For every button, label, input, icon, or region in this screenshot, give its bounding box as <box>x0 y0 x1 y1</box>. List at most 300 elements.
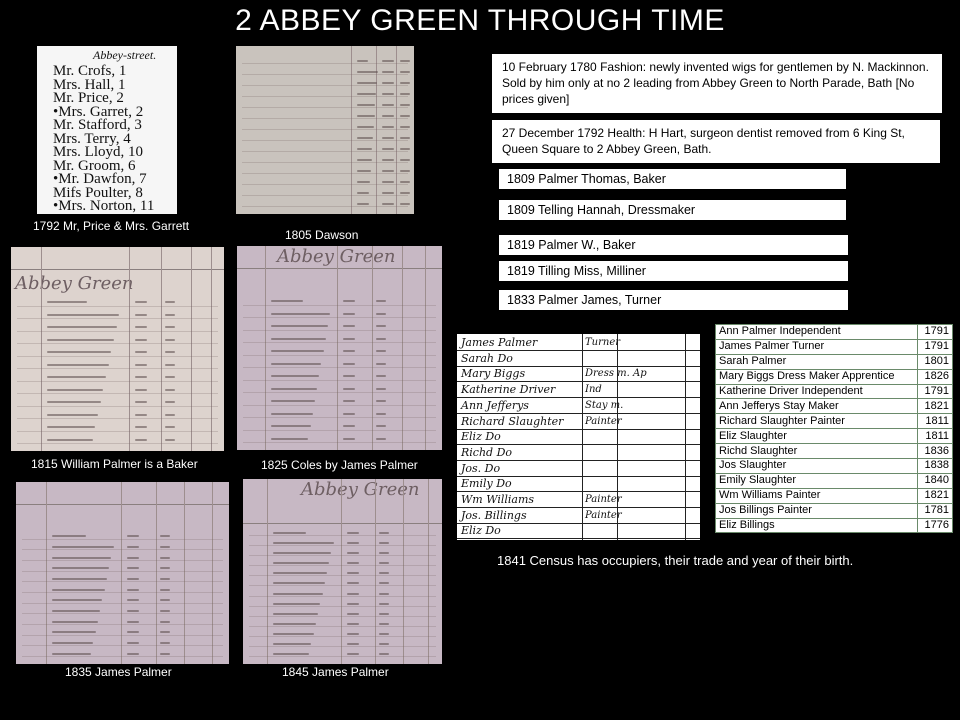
census-person: Katherine Driver Independent <box>716 384 918 399</box>
ledger-handwriting <box>382 203 394 205</box>
entry-1809-palmer: 1809 Palmer Thomas, Baker <box>499 169 846 189</box>
census-handwritten-trade: Dress m. Ap <box>585 368 647 380</box>
ledger-handwriting <box>376 400 386 402</box>
note-1792: 27 December 1792 Health: H Hart, surgeon dentist removed from 6 King St, Queen Square to 2 Abbey Green, Bath. <box>492 120 940 163</box>
entry-1809-telling: 1809 Telling Hannah, Dressmaker <box>499 200 846 220</box>
ledger-row-rule <box>243 430 436 431</box>
census-row-rule <box>457 538 700 539</box>
ledger-row-rule <box>17 443 218 444</box>
census-handwritten-trade: Painter <box>585 415 622 427</box>
ledger-handwriting <box>47 351 111 353</box>
census-person: Ann Jefferys Stay Maker <box>716 399 918 414</box>
ledger-handwriting <box>343 338 355 340</box>
ledger-handwriting <box>271 400 315 402</box>
ledger-handwriting <box>273 593 323 595</box>
ledger-row-rule <box>249 565 436 566</box>
ledger-handwriting <box>376 375 386 377</box>
ledger-handwriting <box>135 351 147 353</box>
ledger-handwriting <box>127 578 139 580</box>
ledger-row-rule <box>17 418 218 419</box>
ledger-column-rule <box>351 46 352 214</box>
ledger-handwriting <box>400 159 410 161</box>
page-title: 2 ABBEY GREEN THROUGH TIME <box>235 4 725 37</box>
ledger-handwriting <box>47 301 87 303</box>
ledger-column-rule <box>41 247 42 451</box>
ledger-handwriting <box>343 325 355 327</box>
ledger-handwriting <box>165 376 175 378</box>
ledger-handwriting <box>165 389 175 391</box>
ledger-handwriting <box>47 401 101 403</box>
ledger-handwriting <box>357 126 374 128</box>
census-1841-image <box>457 334 700 540</box>
census-birth-year: 1811 <box>918 414 953 429</box>
ledger-row-rule <box>22 539 223 540</box>
ledger-row-rule <box>243 342 436 343</box>
census-table-row <box>716 503 953 518</box>
ledger-row-rule <box>249 656 436 657</box>
ledger-handwriting <box>271 325 328 327</box>
ledger-handwriting <box>271 438 308 440</box>
ledger-handwriting <box>273 603 320 605</box>
ledger-row-rule <box>243 417 436 418</box>
ledger-handwriting <box>47 326 117 328</box>
ledger-header <box>243 501 442 524</box>
ledger-row-rule <box>249 626 436 627</box>
ledger-handwriting <box>400 137 410 139</box>
ledger-handwriting <box>357 71 378 73</box>
census-table-row <box>716 399 953 414</box>
ledger-handwriting <box>357 115 375 117</box>
ledger-handwriting <box>379 613 389 615</box>
census-person: Mary Biggs Dress Maker Apprentice <box>716 369 918 384</box>
ledger-row-rule <box>17 343 218 344</box>
ledger-handwriting <box>357 148 372 150</box>
ledger-handwriting <box>343 388 355 390</box>
ledger-1815-image <box>11 247 224 451</box>
ledger-column-rule <box>156 482 157 664</box>
directory-line: Mr. Stafford, 3 <box>53 117 142 133</box>
ledger-row-rule <box>22 645 223 646</box>
census-birth-year: 1801 <box>918 354 953 369</box>
ledger-handwriting <box>379 633 389 635</box>
ledger-row-rule <box>17 318 218 319</box>
census-birth-year: 1811 <box>918 429 953 444</box>
ledger-row-rule <box>17 306 218 307</box>
ledger-row-rule <box>242 118 408 119</box>
ledger-handwriting <box>382 104 394 106</box>
ledger-handwriting <box>165 426 175 428</box>
ledger-handwriting <box>382 82 394 84</box>
ledger-handwriting <box>160 653 170 655</box>
ledger-row-rule <box>242 195 408 196</box>
ledger-handwriting <box>376 388 386 390</box>
ledger-handwriting <box>135 439 147 441</box>
census-birth-year: 1791 <box>918 339 953 354</box>
ledger-handwriting <box>347 562 359 564</box>
ledger-handwriting <box>382 115 394 117</box>
ledger-handwriting <box>357 170 371 172</box>
ledger-row-rule <box>249 545 436 546</box>
census-birth-year: 1840 <box>918 473 953 488</box>
ledger-handwriting <box>165 414 175 416</box>
ledger-column-rule <box>191 247 192 451</box>
census-table-row <box>716 414 953 429</box>
ledger-handwriting <box>343 313 355 315</box>
ledger-handwriting <box>379 542 389 544</box>
ledger-handwriting <box>400 115 410 117</box>
ledger-handwriting <box>165 314 175 316</box>
ledger-row-rule <box>17 406 218 407</box>
directory-line: •Mrs. Norton, 11 <box>53 198 155 214</box>
ledger-column-rule <box>129 247 130 451</box>
census-handwritten-name: James Palmer <box>461 336 538 349</box>
ledger-handwriting <box>347 532 359 534</box>
ledger-row-rule <box>249 555 436 556</box>
ledger-handwriting <box>273 582 325 584</box>
ledger-column-rule <box>402 246 403 450</box>
ledger-column-rule <box>337 246 338 450</box>
ledger-handwriting <box>347 633 359 635</box>
ledger-row-rule <box>249 616 436 617</box>
ledger-handwriting <box>271 425 311 427</box>
ledger-handwriting <box>376 338 386 340</box>
census-handwritten-name: Richard Slaughter <box>461 414 564 428</box>
ledger-row-rule <box>17 356 218 357</box>
ledger-handwriting <box>376 413 386 415</box>
ledger-handwriting <box>273 542 334 544</box>
ledger-handwriting <box>379 603 389 605</box>
ledger-header <box>16 482 229 505</box>
ledger-handwriting <box>135 426 147 428</box>
ledger-handwriting <box>357 104 375 106</box>
ledger-handwriting <box>47 376 106 378</box>
ledger-handwriting <box>52 535 86 537</box>
ledger-handwriting <box>165 439 175 441</box>
ledger-handwriting <box>347 613 359 615</box>
ledger-handwriting <box>400 170 410 172</box>
ledger-handwriting <box>400 71 410 73</box>
ledger-handwriting <box>347 542 359 544</box>
note-1780: 10 February 1780 Fashion: newly invented wigs for gentlemen by N. Mackinnon. Sold by him only at no 2 leading from Abbey Green to North Parade, Bath [No prices given] <box>492 54 942 113</box>
ledger-row-rule <box>22 571 223 572</box>
directory-line: Mrs. Hall, 1 <box>53 76 126 93</box>
census-table-row <box>716 459 953 474</box>
ledger-row-rule <box>22 549 223 550</box>
ledger-handwriting <box>127 567 139 569</box>
ledger-row-rule <box>249 585 436 586</box>
ledger-handwriting <box>347 623 359 625</box>
ledger-row-rule <box>242 151 408 152</box>
census-table-row <box>716 369 953 384</box>
ledger-handwriting <box>135 339 147 341</box>
ledger-handwriting <box>165 401 175 403</box>
ledger-handwriting <box>400 181 410 183</box>
caption-1805: 1805 Dawson <box>285 228 359 242</box>
ledger-row-rule <box>17 368 218 369</box>
ledger-handwriting <box>52 589 105 591</box>
ledger-handwriting <box>52 642 93 644</box>
ledger-row-rule <box>249 596 436 597</box>
ledger-handwriting <box>379 572 389 574</box>
census-handwritten-trade: Ind <box>585 384 602 396</box>
ledger-row-rule <box>22 613 223 614</box>
ledger-handwriting <box>379 552 389 554</box>
census-handwritten-name: Ann Jefferys <box>461 398 529 412</box>
ledger-row-rule <box>243 305 436 306</box>
census-person: Jos Slaughter <box>716 459 918 474</box>
ledger-1835-image <box>16 482 229 664</box>
census-handwritten-name: Eliz Do <box>461 524 501 538</box>
ledger-heading: Abbey Green <box>301 479 420 500</box>
ledger-row-rule <box>242 173 408 174</box>
ledger-column-rule <box>211 247 212 451</box>
ledger-handwriting <box>400 148 410 150</box>
ledger-row-rule <box>242 206 408 207</box>
ledger-handwriting <box>357 192 369 194</box>
census-birth-year: 1838 <box>918 459 953 474</box>
ledger-handwriting <box>135 314 147 316</box>
directory-street-heading: Abbey-street. <box>93 48 157 62</box>
ledger-handwriting <box>47 339 114 341</box>
census-birth-year: 1791 <box>918 325 953 340</box>
census-birth-year: 1776 <box>918 518 953 533</box>
ledger-handwriting <box>273 623 316 625</box>
census-handwritten-trade: Turner <box>585 337 621 348</box>
ledger-handwriting <box>273 613 318 615</box>
census-birth-year: 1791 <box>918 384 953 399</box>
ledger-column-rule <box>396 46 397 214</box>
ledger-handwriting <box>47 414 98 416</box>
census-handwritten-trade: Painter <box>585 494 622 505</box>
census-person: Richard Slaughter Painter <box>716 414 918 429</box>
ledger-row-rule <box>242 162 408 163</box>
ledger-handwriting <box>127 610 139 612</box>
ledger-row-rule <box>17 393 218 394</box>
ledger-handwriting <box>160 631 170 633</box>
entry-1833-palmer: 1833 Palmer James, Turner <box>499 290 848 310</box>
directory-line: Mr. Crofs, 1 <box>53 63 127 79</box>
census-table-row <box>716 339 953 354</box>
ledger-1825-image <box>237 246 442 450</box>
caption-1792: 1792 Mr, Price & Mrs. Garrett <box>33 219 190 233</box>
ledger-handwriting <box>271 338 326 340</box>
ledger-handwriting <box>357 82 377 84</box>
ledger-handwriting <box>271 413 313 415</box>
ledger-row-rule <box>242 140 408 141</box>
ledger-handwriting <box>135 376 147 378</box>
census-person: Jos Billings Painter <box>716 503 918 518</box>
census-handwritten-name: Wm Williams <box>461 493 535 506</box>
caption-1845: 1845 James Palmer <box>282 665 389 679</box>
ledger-handwriting <box>127 599 139 601</box>
ledger-handwriting <box>165 364 175 366</box>
ledger-column-rule <box>212 482 213 664</box>
ledger-handwriting <box>52 631 96 633</box>
ledger-handwriting <box>400 60 410 62</box>
ledger-handwriting <box>343 375 355 377</box>
ledger-handwriting <box>127 535 139 537</box>
ledger-row-rule <box>243 392 436 393</box>
census-handwritten-name: Sarah Do <box>461 351 513 365</box>
census-table-row <box>716 354 953 369</box>
ledger-row-rule <box>243 330 436 331</box>
ledger-handwriting <box>347 593 359 595</box>
census-handwritten-name: Richd Do <box>461 445 513 459</box>
ledger-handwriting <box>127 589 139 591</box>
ledger-handwriting <box>165 339 175 341</box>
ledger-column-rule <box>184 482 185 664</box>
caption-1825: 1825 Coles by James Palmer <box>261 458 418 472</box>
ledger-row-rule <box>22 656 223 657</box>
ledger-handwriting <box>271 375 319 377</box>
ledger-handwriting <box>382 137 394 139</box>
ledger-handwriting <box>357 181 370 183</box>
ledger-column-rule <box>46 482 47 664</box>
ledger-handwriting <box>382 93 394 95</box>
ledger-handwriting <box>47 314 119 316</box>
ledger-handwriting <box>135 401 147 403</box>
ledger-handwriting <box>127 631 139 633</box>
ledger-handwriting <box>273 532 306 534</box>
ledger-handwriting <box>376 438 386 440</box>
ledger-handwriting <box>52 653 91 655</box>
ledger-1805-image <box>236 46 414 214</box>
ledger-row-rule <box>242 96 408 97</box>
ledger-handwriting <box>135 414 147 416</box>
directory-line: Mrs. Lloyd, 10 <box>53 144 143 160</box>
ledger-handwriting <box>127 546 139 548</box>
ledger-handwriting <box>343 350 355 352</box>
ledger-handwriting <box>52 557 111 559</box>
ledger-handwriting <box>376 313 386 315</box>
ledger-handwriting <box>160 557 170 559</box>
ledger-handwriting <box>273 643 311 645</box>
ledger-handwriting <box>271 388 317 390</box>
census-handwritten-name: Eliz Do <box>461 430 501 444</box>
ledger-handwriting <box>400 82 410 84</box>
census-person: Richd Slaughter <box>716 444 918 459</box>
census-birth-year: 1821 <box>918 488 953 503</box>
ledger-handwriting <box>400 126 410 128</box>
ledger-row-rule <box>249 646 436 647</box>
ledger-row-rule <box>22 624 223 625</box>
census-person: Ann Palmer Independent <box>716 325 918 340</box>
ledger-column-rule <box>425 246 426 450</box>
census-table <box>715 324 953 533</box>
ledger-handwriting <box>52 599 102 601</box>
ledger-row-rule <box>242 107 408 108</box>
ledger-handwriting <box>160 621 170 623</box>
ledger-handwriting <box>357 137 373 139</box>
ledger-handwriting <box>52 621 98 623</box>
ledger-row-rule <box>17 331 218 332</box>
census-handwritten-name: Katherine Driver <box>461 383 556 397</box>
ledger-handwriting <box>271 300 303 302</box>
ledger-handwriting <box>273 552 331 554</box>
ledger-handwriting <box>382 170 394 172</box>
directory-line: Mr. Price, 2 <box>53 90 124 106</box>
ledger-handwriting <box>127 621 139 623</box>
caption-1835: 1835 James Palmer <box>65 665 172 679</box>
ledger-row-rule <box>22 635 223 636</box>
census-table-row <box>716 429 953 444</box>
census-person: Wm Williams Painter <box>716 488 918 503</box>
census-table-row <box>716 473 953 488</box>
ledger-row-rule <box>22 603 223 604</box>
ledger-handwriting <box>271 350 324 352</box>
ledger-row-rule <box>242 129 408 130</box>
census-birth-year: 1781 <box>918 503 953 518</box>
ledger-handwriting <box>400 93 410 95</box>
census-handwritten-name: Mary Biggs <box>461 367 526 381</box>
ledger-header <box>11 247 224 270</box>
ledger-handwriting <box>357 203 369 205</box>
ledger-heading: Abbey Green <box>15 273 134 294</box>
directory-line: Mr. Groom, 6 <box>53 157 136 174</box>
ledger-column-rule <box>265 246 266 450</box>
census-person: Eliz Slaughter <box>716 429 918 444</box>
ledger-handwriting <box>343 425 355 427</box>
ledger-row-rule <box>249 636 436 637</box>
census-birth-year: 1836 <box>918 444 953 459</box>
entry-1819-tilling: 1819 Tilling Miss, Milliner <box>499 261 848 281</box>
ledger-handwriting <box>165 351 175 353</box>
census-table-row <box>716 325 953 340</box>
ledger-column-rule <box>372 246 373 450</box>
ledger-handwriting <box>343 413 355 415</box>
ledger-row-rule <box>22 560 223 561</box>
ledger-handwriting <box>273 633 314 635</box>
ledger-handwriting <box>47 364 109 366</box>
ledger-column-rule <box>121 482 122 664</box>
ledger-handwriting <box>379 532 389 534</box>
ledger-handwriting <box>400 203 410 205</box>
directory-line: Mrs. Terry, 4 <box>53 130 131 147</box>
ledger-handwriting <box>160 642 170 644</box>
ledger-handwriting <box>160 578 170 580</box>
census-handwritten-trade: Painter <box>585 509 622 521</box>
ledger-handwriting <box>382 126 394 128</box>
ledger-row-rule <box>243 317 436 318</box>
census-table-row <box>716 384 953 399</box>
ledger-handwriting <box>379 643 389 645</box>
ledger-handwriting <box>347 653 359 655</box>
directory-line: •Mrs. Garret, 2 <box>53 103 144 120</box>
census-birth-year: 1826 <box>918 369 953 384</box>
ledger-handwriting <box>382 181 394 183</box>
ledger-handwriting <box>160 546 170 548</box>
census-person: Sarah Palmer <box>716 354 918 369</box>
census-table-row <box>716 444 953 459</box>
ledger-handwriting <box>271 313 330 315</box>
ledger-row-rule <box>22 581 223 582</box>
ledger-handwriting <box>127 642 139 644</box>
entry-1819-palmer: 1819 Palmer W., Baker <box>499 235 848 255</box>
census-handwritten-trade: Stay m. <box>585 399 624 411</box>
ledger-handwriting <box>160 567 170 569</box>
ledger-column-rule <box>161 247 162 451</box>
ledger-row-rule <box>17 381 218 382</box>
ledger-handwriting <box>52 546 114 548</box>
ledger-handwriting <box>400 104 410 106</box>
ledger-handwriting <box>347 572 359 574</box>
ledger-handwriting <box>47 426 95 428</box>
ledger-handwriting <box>127 557 139 559</box>
census-person: James Palmer Turner <box>716 339 918 354</box>
ledger-handwriting <box>379 593 389 595</box>
ledger-row-rule <box>22 592 223 593</box>
ledger-handwriting <box>379 562 389 564</box>
